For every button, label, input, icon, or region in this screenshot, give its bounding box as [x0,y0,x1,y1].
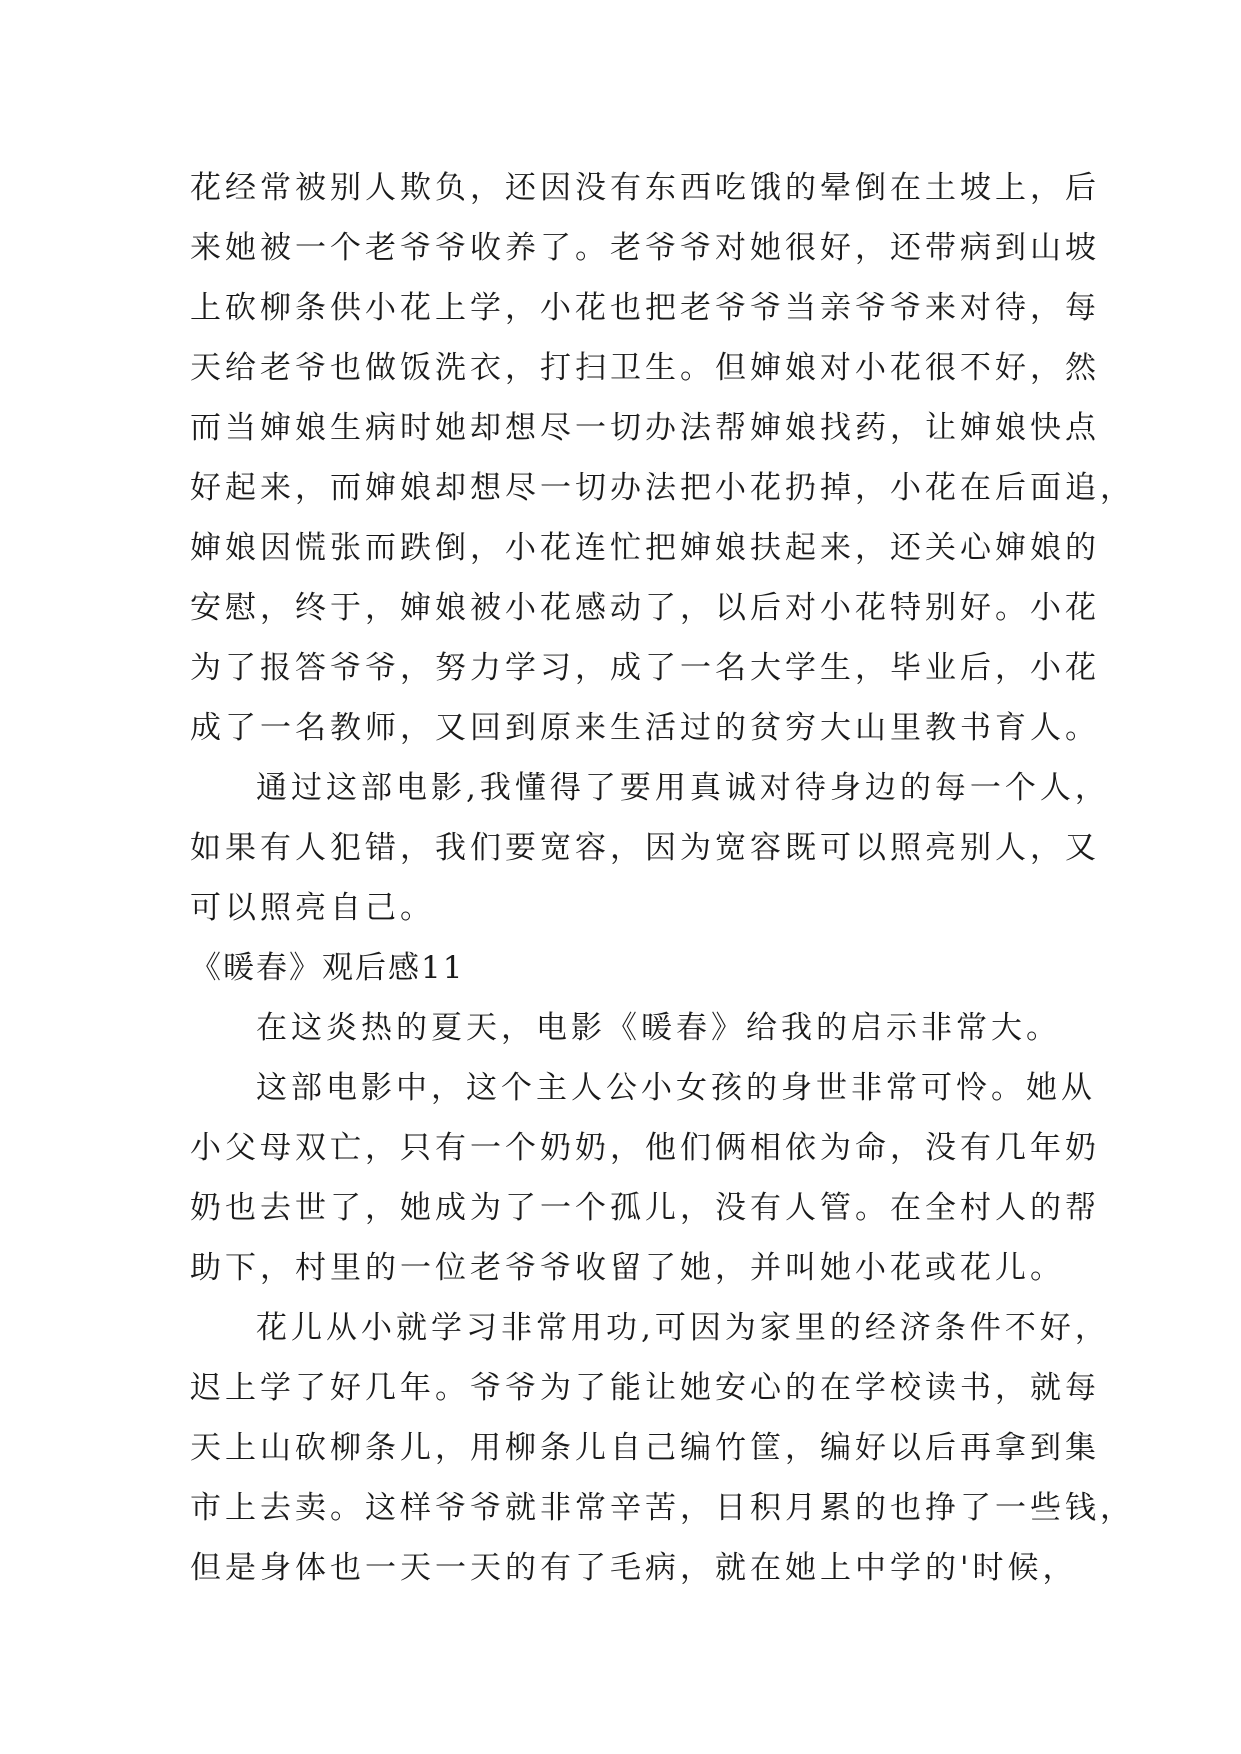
paragraph [190,998,1070,1058]
text-line: 天上山砍柳条儿，用柳条儿自己编竹筐，编好以后再拿到集 [190,1430,1100,1466]
text-line: 而当婶娘生病时她却想尽一切办法帮婶娘找药，让婶娘快点 [190,410,1100,446]
text-line: 可以照亮自己。 [190,890,435,926]
text-line: 好起来，而婶娘却想尽一切办法把小花扔掉，小花在后面追， [190,470,1135,506]
paragraph [190,158,1135,758]
text-line: 迟上学了好几年。爷爷为了能让她安心的在学校读书，就每 [190,1370,1100,1406]
text-line: 小父母双亡，只有一个奶奶，他们俩相依为命，没有几年奶 [190,1130,1100,1166]
text-line: 但是身体也一天一天的有了毛病，就在她上中学的'时候， [190,1550,1078,1586]
text-line: 花经常被别人欺负，还因没有东西吃饿的晕倒在土坡上，后 [190,170,1100,206]
paragraph [190,1298,1135,1598]
text-line: 为了报答爷爷，努力学习，成了一名大学生，毕业后，小花 [190,650,1100,686]
section-heading: 《暖春》观后感11 [190,950,465,986]
paragraph [190,1058,1100,1298]
text-line: 花儿从小就学习非常用功,可因为家里的经济条件不好， [256,1310,1110,1346]
text-line: 如果有人犯错，我们要宽容，因为宽容既可以照亮别人，又 [190,830,1100,866]
text-line: 上砍柳条供小花上学，小花也把老爷爷当亲爷爷来对待，每 [190,290,1100,326]
text-line: 助下，村里的一位老爷爷收留了她，并叫她小花或花儿。 [190,1250,1065,1286]
text-line: 安慰，终于，婶娘被小花感动了，以后对小花特别好。小花 [190,590,1100,626]
text-line: 奶也去世了，她成为了一个孤儿，没有人管。在全村人的帮 [190,1190,1100,1226]
text-line: 市上去卖。这样爷爷就非常辛苦，日积月累的也挣了一些钱， [190,1490,1135,1526]
text-line: 这部电影中，这个主人公小女孩的身世非常可怜。她从 [256,1070,1096,1106]
document-page [190,158,1135,1598]
text-line: 成了一名教师，又回到原来生活过的贫穷大山里教书育人。 [190,710,1100,746]
text-line: 婶娘因慌张而跌倒，小花连忙把婶娘扶起来，还关心婶娘的 [190,530,1100,566]
text-line: 来她被一个老爷爷收养了。老爷爷对她很好，还带病到山坡 [190,230,1100,266]
text-line: 在这炎热的夏天，电影《暖春》给我的启示非常大。 [256,1010,1061,1046]
paragraph [190,758,1110,938]
text-line: 通过这部电影,我懂得了要用真诚对待身边的每一个人， [256,770,1110,806]
text-line: 天给老爷也做饭洗衣，打扫卫生。但婶娘对小花很不好，然 [190,350,1100,386]
